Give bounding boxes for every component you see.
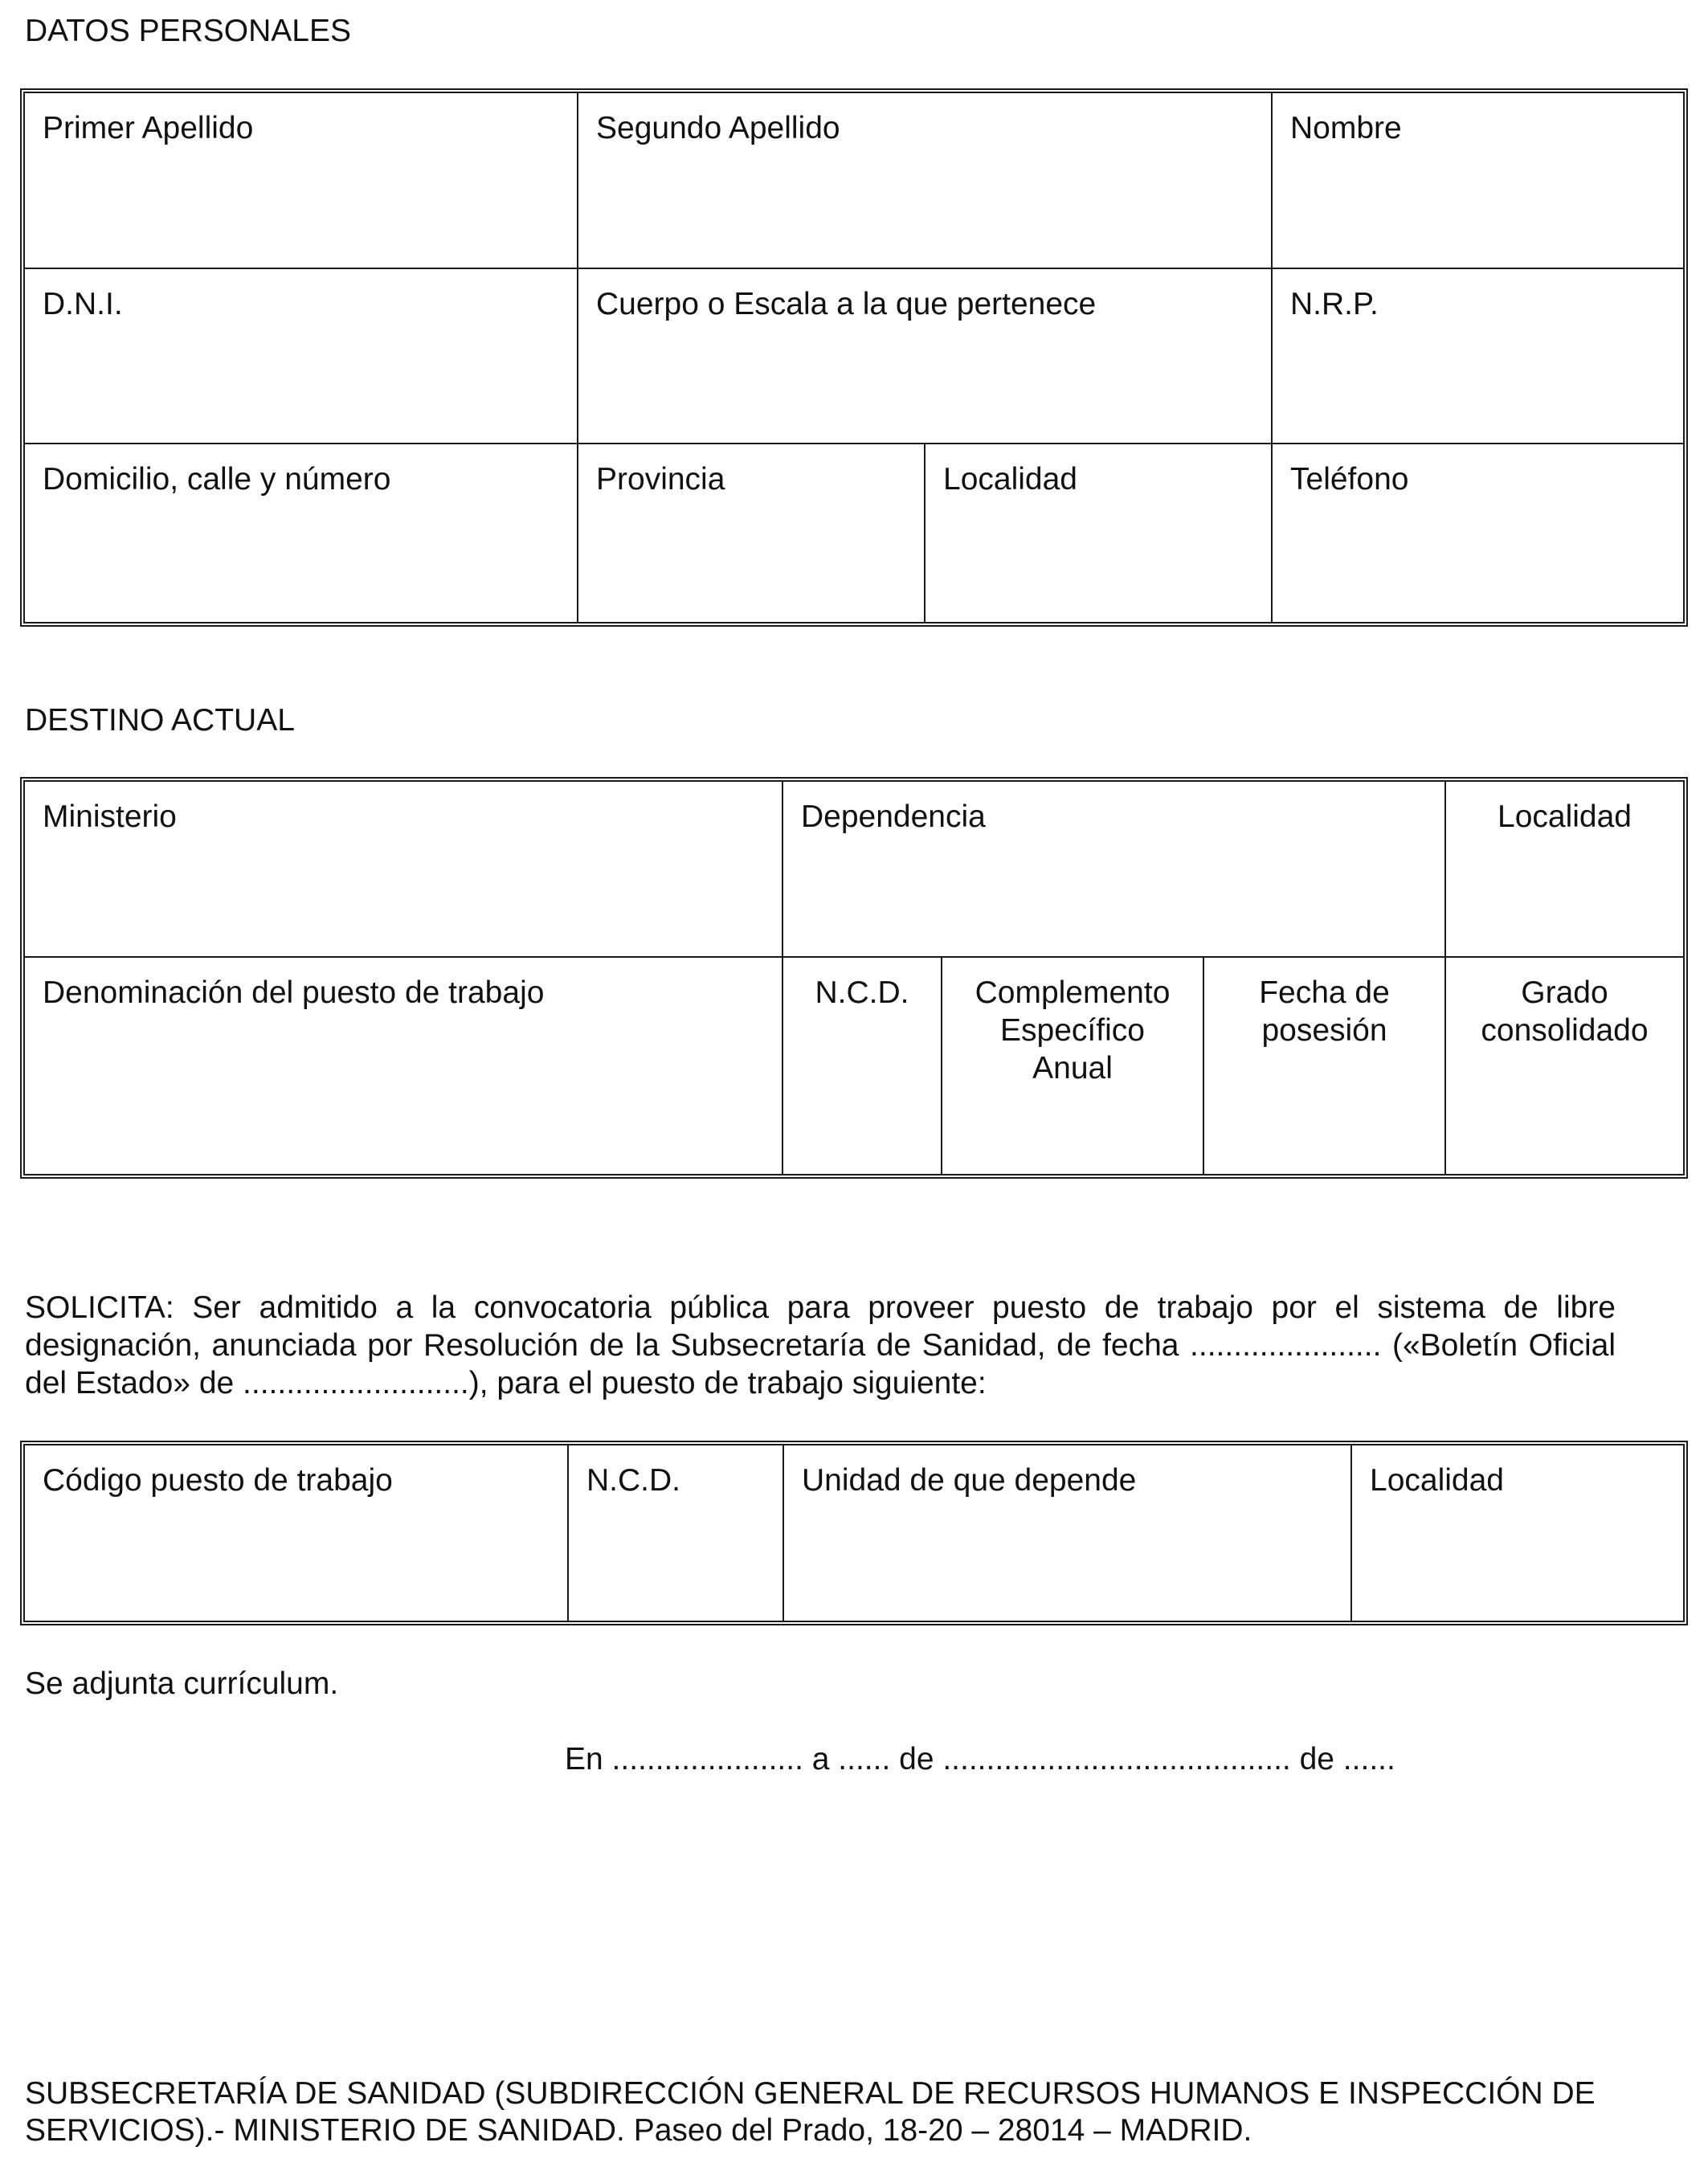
field-telefono[interactable]: Teléfono [1272,444,1683,622]
datos-personales-table [20,88,1688,627]
field-provincia[interactable]: Provincia [578,444,925,622]
field-ncd[interactable]: N.C.D. [782,957,942,1174]
solicita-paragraph: SOLICITA: Ser admitido a la convocatoria pública para proveer puesto de trabajo por el sistema de libre designación, anunciada por Resolución de la Subsecretaría de Sanidad, de fecha ...................... («Boletín Oficial del Estado» de ..........................), para el puesto de trabajo siguiente: [25,1290,1616,1400]
destino-actual-table [20,777,1688,1179]
field-nombre[interactable]: Nombre [1272,93,1683,268]
footer-line-1: SUBSECRETARÍA DE SANIDAD (SUBDIRECCIÓN GENERAL DE RECURSOS HUMANOS E INSPECCIÓN DE [25,2076,1596,2111]
puesto-solicitado-table [20,1441,1688,1625]
section-title-destino-actual: DESTINO ACTUAL [25,703,295,738]
field-unidad-depende[interactable]: Unidad de que depende [783,1445,1351,1621]
field-ministerio[interactable]: Ministerio [25,782,782,957]
section-title-datos-personales: DATOS PERSONALES [25,14,352,48]
field-domicilio[interactable]: Domicilio, calle y número [25,444,578,622]
field-grado-consolidado[interactable]: Grado consolidado [1445,957,1683,1174]
field-complemento-especifico[interactable]: Complemento Específico Anual [942,957,1203,1174]
fecha-lugar-line: En ...................... a ...... de ........................................ de ...... [565,1742,1395,1776]
field-localidad-solicitado[interactable]: Localidad [1351,1445,1683,1621]
field-segundo-apellido[interactable]: Segundo Apellido [578,93,1272,268]
field-cuerpo-escala[interactable]: Cuerpo o Escala a la que pertenece [578,268,1272,444]
adjunta-curriculum: Se adjunta currículum. [25,1666,339,1701]
field-denominacion-puesto[interactable]: Denominación del puesto de trabajo [25,957,782,1174]
field-dni[interactable]: D.N.I. [25,268,578,444]
footer-line-2: SERVICIOS).- MINISTERIO DE SANIDAD. Paseo del Prado, 18-20 – 28014 – MADRID. [25,2113,1252,2148]
field-nrp[interactable]: N.R.P. [1272,268,1683,444]
field-primer-apellido[interactable]: Primer Apellido [25,93,578,268]
field-dependencia[interactable]: Dependencia [782,782,1445,957]
field-localidad-destino[interactable]: Localidad [1445,782,1683,957]
field-codigo-puesto[interactable]: Código puesto de trabajo [25,1445,568,1621]
field-localidad[interactable]: Localidad [925,444,1272,622]
field-fecha-posesion[interactable]: Fecha de posesión [1203,957,1445,1174]
field-ncd-solicitado[interactable]: N.C.D. [568,1445,783,1621]
